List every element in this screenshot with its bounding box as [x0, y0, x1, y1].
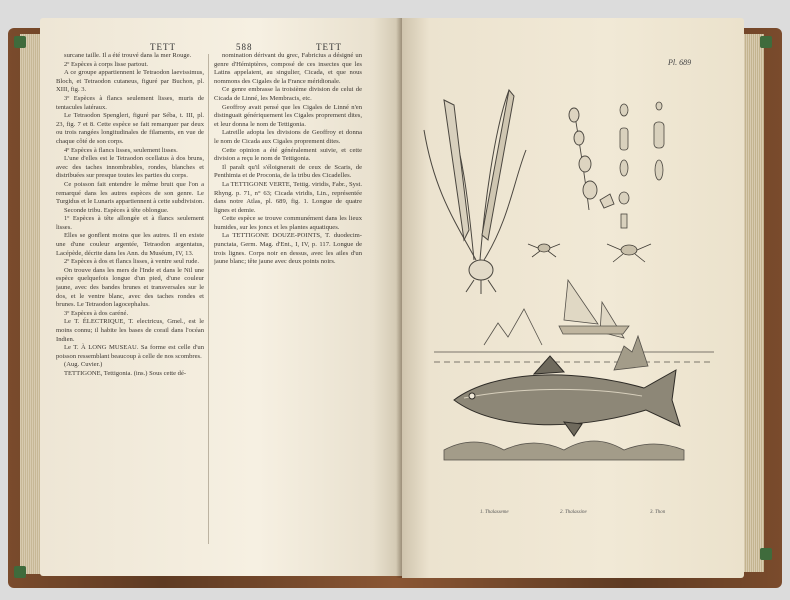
- text-paragraph: 4º Espèces à flancs lisses, seulement lisses.: [64, 146, 178, 154]
- column-divider: [208, 54, 209, 544]
- plate-caption-2: 2. Thalassine: [560, 510, 587, 515]
- text-paragraph: 2º Espèces à dos et flancs lisses, à ventre seul rude.: [64, 258, 199, 266]
- text-paragraph: Le T. À LONG MUSEAU. Sa forme est celle d'un poisson ressemblant beaucoup à celle de nos scombres.: [56, 344, 204, 360]
- text-paragraph: Ce poisson fait entendre le même bruit que l'on a remarqué dans les autres espèces de son genre. Le Turgidus et le Lunaris appartiennent à cette subdivision.: [56, 180, 204, 206]
- text-paragraph: Ce genre embrasse la troisième division de celui de Cicada de Linné, les Membracis, etc.: [214, 86, 362, 102]
- text-paragraph: On trouve dans les mers de l'Inde et dans le Nil une espèce quelquefois longue d'un pied, d'une couleur jaune, avec des bandes brunes et transversales sur le dos, et le ventre blanc, avec des taches rondes et brunes. Le Tetraodon lagocephalus.: [56, 266, 204, 309]
- insect-illustrations: [528, 244, 651, 262]
- running-header-left: TETT: [150, 42, 176, 52]
- text-paragraph: A ce groupe appartiennent le Tetraodon laevissimus, Bloch, et Tetraodon cutaneus, figuré par Buchon, pl. XIII, fig. 3.: [56, 69, 204, 94]
- text-paragraph: Elles se gonflent moins que les autres. Il en existe une d'une couleur argentée, Tetraodon argentatus, Lacépède, décrite dans les Ann. du Muséum, IV, 13.: [56, 232, 204, 257]
- seascape-background: [434, 280, 714, 362]
- text-paragraph: TETTIGONE, Tettigonia. (ins.) Sous cette dé-: [64, 369, 187, 377]
- engraved-plate-illustration: [414, 70, 724, 510]
- text-paragraph: L'une d'elles est le Tetraodon ocellatus à dos bruns, avec des taches innombrables, rondes, blanches et distribuées sur presque toutes les parties du corps.: [56, 155, 204, 180]
- plant-illustration: [424, 90, 526, 294]
- text-paragraph: (Aug. Cuvier.): [64, 361, 103, 369]
- text-paragraph: Cette espèce se trouve communément dans les lieux humides, sur les joncs et les plantes aquatiques.: [214, 215, 362, 231]
- text-column-1: [56, 52, 204, 550]
- plate-number: Pl. 689: [668, 58, 692, 67]
- text-paragraph: Le Tetraodon Spengleri, figuré par Séba, t. III, pl. 23, fig. 7 et 8. Cette espèce se fait remarquer par deux ou trois rangées longitudinales de filaments, en vue de chaque côté de son corps.: [56, 112, 204, 145]
- text-paragraph: La TETTIGONE DOUZE-POINTS, T. duodecim-punctata, Germ. Mag. d'Ent., I, IV, p. 117. Longue de trois lignes. Corps noir en dessus, avec les ailes d'un jaune blanc; tête jaune avec deux points noirs.: [214, 232, 362, 266]
- text-paragraph: La TETTIGONE VERTE, Tettig. viridis, Fabr., Syst. Rhyng. p. 71, n° 63; Cicada viridis, Lin., représentée dans notre Atlas, pl. 689, fig. 1. Longue de quatre lignes et demie.: [214, 180, 362, 214]
- corner-clasp-bottom-left: [14, 566, 26, 578]
- text-column-2: [214, 52, 362, 550]
- plate-caption-3: 3. Thon: [650, 510, 666, 515]
- text-paragraph: Le T. ÉLECTRIQUE, T. electricus, Gmel., est le moins connu; il habite les bases de corail dans l'océan Indien.: [56, 318, 204, 343]
- text-paragraph: Seconde tribu. Espèces à tête oblongue.: [64, 206, 169, 214]
- text-paragraph: Il paraît qu'il s'éloignerait de ceux de Scaris, de Penthimia et de Proconia, de la tribu des Cicadelles.: [214, 163, 362, 180]
- flower-stalk-illustration: [569, 108, 614, 210]
- plate-caption-1: 1. Thalasseme: [480, 510, 509, 515]
- specimen-sketches: [619, 102, 664, 228]
- page-number: 588: [236, 42, 253, 52]
- text-paragraph: 3º Espèces à dos caréné.: [64, 309, 129, 317]
- text-paragraph: 3º Espèces à flancs seulement lisses, muris de tentacules latéraux.: [56, 94, 204, 111]
- running-header-right: TETT: [316, 42, 342, 52]
- corner-clasp-bottom-right: [760, 548, 772, 560]
- text-paragraph: Latreille adopta les divisions de Geoffroy et donna le nom de Cicada aux Cigales proprement dites.: [214, 129, 362, 145]
- text-paragraph: Geoffroy avait pensé que les Cigales de Linné n'en distinguait génériquement les Cigales proprement dites, et leur donna le nom de Tettigonia.: [214, 103, 362, 128]
- left-page-edges: [20, 34, 42, 574]
- text-paragraph: 2º Espèces à corps lisse partout.: [64, 60, 149, 68]
- corner-clasp-top-right: [760, 36, 772, 48]
- text-paragraph: Cette opinion a été généralement suivie, et cette division a reçu le nom de Tettigonia.: [214, 146, 362, 163]
- corner-clasp-top-left: [14, 36, 26, 48]
- text-paragraph: 1º Espèces à tête allongée et à flancs seulement lisses.: [56, 215, 204, 231]
- text-paragraph: surcane taille. Il a été trouvé dans la mer Rouge.: [64, 52, 192, 59]
- tuna-fish-illustration: [454, 356, 680, 436]
- text-paragraph: nomination dérivant du grec, Fabricius a désigné un genre d'Hémiptères, composé de ces insectes que les Latins appelaient, au singulier, Cicada, et que nous nommons des Cigales de la France méridionale.: [214, 52, 362, 85]
